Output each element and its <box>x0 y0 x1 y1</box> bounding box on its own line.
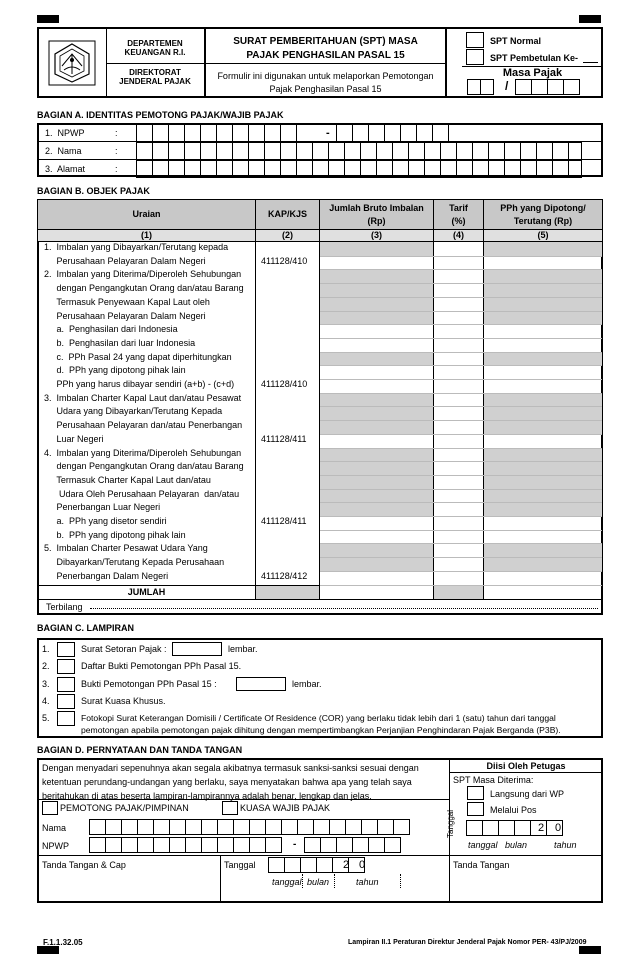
ministry-logo-icon <box>48 40 96 86</box>
lampiran-text: Surat Setoran Pajak : <box>81 644 167 654</box>
lampiran-checkbox[interactable] <box>57 659 75 674</box>
kap-code: 411128/412 <box>261 570 308 581</box>
npwp-input-d-2[interactable] <box>304 837 400 853</box>
langsung-checkbox[interactable] <box>467 786 484 800</box>
uraian-line: Udara yang Dibayarkan/Terutang Kepada <box>44 406 223 417</box>
form-title: SURAT PEMBERITAHUAN (SPT) MASA PAJAK PENGHASILAN PASAL 15 <box>233 36 418 61</box>
spt-pembetulan-label: SPT Pembetulan Ke- <box>490 53 579 63</box>
uraian-line: 3. Imbalan Charter Kapal Laut dan/atau Pesawat <box>44 392 242 403</box>
kuasa-checkbox[interactable] <box>222 801 238 815</box>
uraian-line: 2. Imbalan yang Diterima/Diperoleh Sehubungan <box>44 269 242 280</box>
lampiran-num: 1. <box>42 644 50 654</box>
npwp-cells-3[interactable] <box>400 124 448 142</box>
terbilang-label: Terbilang <box>46 602 83 612</box>
kap-code: 411128/411 <box>261 516 307 526</box>
statement-text: Dengan menyadari sepenuhnya akan segala akibatnya termasuk sanksi-sanksi sesuai dengan ketentuan perundang-undangan yang berlaku, saya menyatakan bahwa apa yang telah saya beritahukan di atas beserta lampiran-lampirannya adalah benar, lengkap dan jelas. <box>42 763 419 801</box>
uraian-line: d. PPh yang dipotong pihak lain <box>44 365 186 376</box>
pemotong-checkbox[interactable] <box>42 801 58 815</box>
npwp-cells-2[interactable] <box>336 124 384 142</box>
registration-mark <box>579 946 601 954</box>
lampiran-text: Daftar Bukti Pemotongan PPh Pasal 15. <box>81 661 242 671</box>
nama-input[interactable] <box>136 142 581 160</box>
uraian-line: b. PPh yang dipotong pihak lain <box>44 529 186 540</box>
uraian-line: PPh yang harus dibayar sendiri (a+b) - (c+d) <box>44 379 235 389</box>
uraian-line: Perusahaan Pelayaran dan/atau Penerbangan <box>44 420 243 431</box>
section-b-title: BAGIAN B. OBJEK PAJAK <box>37 186 150 196</box>
masa-pajak-year[interactable] <box>515 79 579 95</box>
uraian-line: 5. Imbalan Charter Pesawat Udara Yang <box>44 543 208 554</box>
lampiran-suffix: lembar. <box>292 679 322 689</box>
ttd-label: Tanda Tangan <box>453 860 510 870</box>
pos-checkbox[interactable] <box>467 802 484 816</box>
lampiran-num: 2. <box>42 661 50 671</box>
form-code: F.1.1.32.05 <box>43 938 83 947</box>
uraian-line: dengan Pengangkutan Orang dan/atau Barang <box>44 283 244 294</box>
npwp-label: 1. NPWP <box>45 128 85 138</box>
lampiran-text: Fotokopi Surat Keterangan Domisili / Certificate Of Residence (COR) yang berlaku tidak lebih dari 1 (satu) tahun dari tanggal <box>81 713 556 723</box>
masa-pajak-label: Masa Pajak <box>502 67 563 79</box>
section-c-title: BAGIAN C. LAMPIRAN <box>37 623 134 633</box>
uraian-line: a. Penghasilan dari Indonesia <box>44 324 178 335</box>
uraian-line: Termasuk Charter Kapal Laut dan/atau <box>44 474 211 485</box>
uraian-line: b. Penghasilan dari luar Indonesia <box>44 337 196 348</box>
kap-code: 411128/410 <box>261 379 308 389</box>
uraian-line: dengan Pengangkutan Orang dan/atau Barang <box>44 461 244 472</box>
uraian-line: Luar Negeri <box>44 433 104 444</box>
lampiran-checkbox[interactable] <box>57 711 75 726</box>
lampiran-text-cont: pemotongan apabila pemotongan pajak dihitung dengan mempertimbangkan Perjanjian Penghindaran Pajak Berganda (P3B). <box>81 725 561 735</box>
jumlah-label: JUMLAH <box>127 587 166 597</box>
tanggal-label: Tanggal <box>224 860 256 870</box>
form-description: Formulir ini digunakan untuk melaporkan Pemotongan Pajak Penghasilan Pasal 15 <box>217 71 434 94</box>
lampiran-text: Surat Kuasa Khusus. <box>81 696 166 706</box>
uraian-line: Udara Oleh Perusahaan Pelayaran dan/atau <box>44 488 240 499</box>
spt-pembetulan-checkbox[interactable] <box>466 49 484 65</box>
nama-input-d[interactable] <box>89 819 409 835</box>
uraian-line: c. PPh Pasal 24 yang dapat diperhitungkan <box>44 351 232 362</box>
dept-name: DEPARTEMEN KEUANGAN R.I. <box>124 39 186 57</box>
uraian-line: Penerbangan Luar Negeri <box>44 502 161 513</box>
alamat-label: 3. Alamat <box>45 164 86 174</box>
nama-label: 2. Nama <box>45 146 82 156</box>
npwp-dash: - <box>326 127 330 139</box>
lampiran-checkbox[interactable] <box>57 694 75 709</box>
masa-pajak-month[interactable] <box>467 79 493 95</box>
npwp-label-d: NPWP <box>42 841 69 851</box>
bukti-count-input[interactable] <box>236 677 286 691</box>
lampiran-checkbox[interactable] <box>57 642 75 657</box>
registration-mark <box>37 946 59 954</box>
kap-code: 411128/410 <box>261 255 308 266</box>
uraian-line: a. PPh yang disetor sendiri <box>44 516 167 526</box>
lampiran-num: 5. <box>42 713 50 723</box>
npwp-input-d-1[interactable] <box>89 837 281 853</box>
section-a-title: BAGIAN A. IDENTITAS PEMOTONG PAJAK/WAJIB PAJAK <box>37 110 284 120</box>
kap-code: 411128/411 <box>261 433 307 444</box>
lampiran-suffix: lembar. <box>228 644 258 654</box>
uraian-line: 4. Imbalan yang Diterima/Diperoleh Sehubungan <box>44 447 242 458</box>
uraian-line: Dibayarkan/Terutang Kepada Perusahaan <box>44 557 225 568</box>
nama-label-d: Nama <box>42 823 67 833</box>
ttd-cap-label: Tanda Tangan & Cap <box>42 860 126 870</box>
section-d-title: BAGIAN D. PERNYATAAN DAN TANDA TANGAN <box>37 745 243 755</box>
spt-normal-label: SPT Normal <box>490 36 542 46</box>
lampiran-checkbox[interactable] <box>57 677 75 692</box>
lampiran-num: 4. <box>42 696 50 706</box>
ssp-count-input[interactable] <box>172 642 222 656</box>
regulation-note: Lampiran II.1 Peraturan Direktur Jenderal Pajak Nomor PER- 43/PJ/2009 <box>348 939 587 946</box>
npwp-cells-1[interactable] <box>136 124 296 142</box>
alamat-input[interactable] <box>136 160 581 178</box>
uraian-line: Perusahaan Pelayaran Dalam Negeri <box>44 310 206 321</box>
uraian-line: Penerbangan Dalam Negeri <box>44 570 169 581</box>
petugas-title: Diisi Oleh Petugas <box>486 761 566 771</box>
spt-normal-checkbox[interactable] <box>466 32 484 48</box>
lampiran-num: 3. <box>42 679 50 689</box>
uraian-line: 1. Imbalan yang Dibayarkan/Terutang kepada <box>44 242 229 252</box>
lampiran-text: Bukti Pemotongan PPh Pasal 15 : <box>81 679 217 689</box>
uraian-line: Termasuk Penyewaan Kapal Laut oleh <box>44 296 210 307</box>
registration-mark <box>37 15 59 23</box>
directorate-name: DIREKTORAT JENDERAL PAJAK <box>119 68 191 86</box>
petugas-tanggal-input[interactable] <box>466 820 562 836</box>
registration-mark <box>579 15 601 23</box>
tanggal-input[interactable] <box>268 857 364 873</box>
uraian-line: Perusahaan Pelayaran Dalam Negeri <box>44 255 206 266</box>
